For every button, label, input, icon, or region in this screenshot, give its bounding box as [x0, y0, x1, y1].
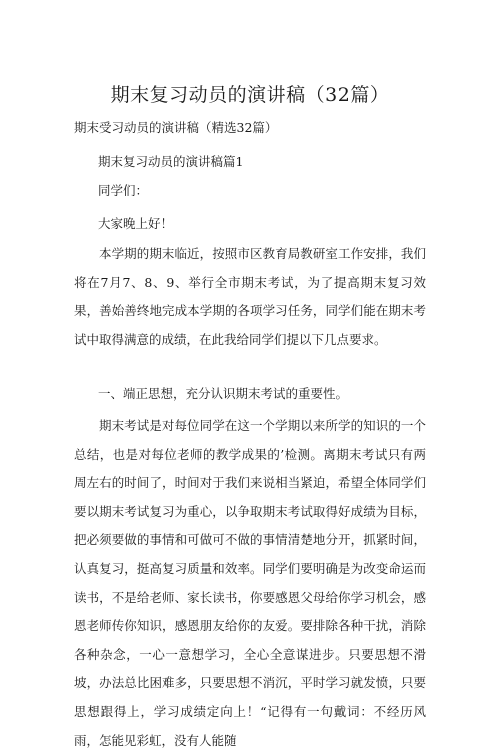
document-title: 期末复习动员的演讲稿（32篇）	[110, 84, 390, 106]
paragraph-exam-importance: 期末考试是对每位同学在这一个学期以来所学的知识的一个总结，也是对每位老师的教学成果的’检测。离期末考试只有两周左右的时间了，时间对于我们来说相当紧迫，希望全体同学们要以期末考试复习为重心，以争取期末考试取得好成绩为目标，把必须要做的事情和可做可不做的事情清楚地分开，抓紧时间，认真复习，挺高复习质量和效率。同学们要明确是为改变命运而读书，不是给老师、家长读书，你要感恩父母给你学习机会，感恩老师传你知识，感恩朋友给你的友爱。要排除各种干扰，消除各种杂念，一心一意想学习，全心全意谋进步。只要思想不滑坡，办法总比困难多，只要思想不消沉，平时学习就发愤，只要思想跟得上，学习成绩定向上！“记得有一句戴词：不经历风雨，怎能见彩虹，没有人能随	[74, 418, 426, 748]
point-heading-1: 一、端正思想，充分认识期末考试的重要性。	[98, 386, 349, 401]
section-heading: 期末复习动员的演讲稿篇1	[98, 154, 244, 169]
salutation: 同学们：	[98, 183, 149, 198]
document-subtitle: 期末受习动员的演讲稿（精选32篇）	[74, 120, 278, 135]
greeting: 大家晚上好！	[98, 216, 174, 231]
paragraph-exam-notice: 本学期的期末临近，按照市区教育局教研室工作安排，我们将在7月7、8、9、举行全市期末考试，为了提高期末复习效果，善始善终地完成本学期的各项学习任务，同学们能在期末考试中取得满意的成绩，在此我给同学们提以下几点要求。	[74, 246, 426, 347]
